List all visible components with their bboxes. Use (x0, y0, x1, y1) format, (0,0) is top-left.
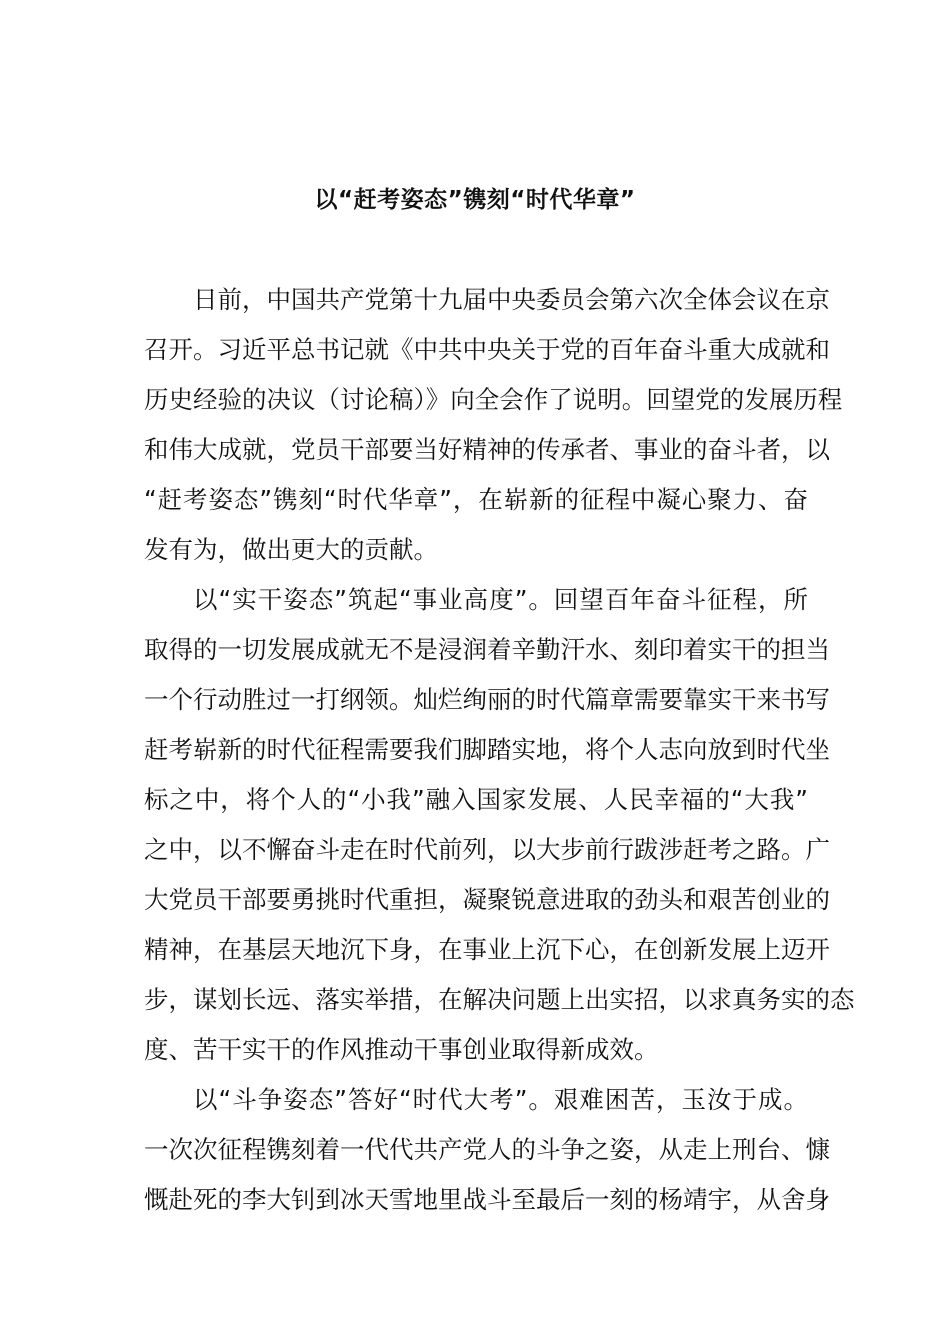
paragraph-1-line-2: 召开。习近平总书记就《中共中央关于党的百年奋斗重大成就和 (144, 335, 830, 364)
paragraph-2-line-5: 标之中，将个人的“小我”融入国家发展、人民幸福的“大我” (144, 785, 808, 814)
paragraph-1-line-4: 和伟大成就，党员干部要当好精神的传承者、事业的奋斗者，以 (144, 435, 830, 464)
paragraph-2-line-4: 赶考崭新的时代征程需要我们脚踏实地，将个人志向放到时代坐 (144, 735, 830, 764)
paragraph-3-line-3: 慨赴死的李大钊到冰天雪地里战斗至最后一刻的杨靖宇，从舍身 (144, 1185, 830, 1214)
paragraph-2-line-2: 取得的一切发展成就无不是浸润着辛勤汗水、刻印着实干的担当 (144, 635, 830, 664)
paragraph-1-line-5: “赶考姿态”镌刻“时代华章”，在崭新的征程中凝心聚力、奋 (144, 485, 808, 514)
paragraph-2-line-6: 之中，以不懈奋斗走在时代前列，以大步前行跋涉赶考之路。广 (144, 835, 830, 864)
paragraph-3-line-1: 以“斗争姿态”答好“时代大考”。艰难困苦，玉汝于成。 (193, 1085, 808, 1114)
paragraph-2-line-9: 步，谋划长远、落实举措，在解决问题上出实招，以求真务实的态 (144, 985, 855, 1014)
paragraph-1-line-1: 日前，中国共产党第十九届中央委员会第六次全体会议在京 (193, 285, 830, 314)
document-title: 以“赶考姿态”镌刻“时代华章” (314, 187, 636, 213)
paragraph-2-line-8: 精神，在基层天地沉下身，在事业上沉下心，在创新发展上迈开 (144, 935, 830, 964)
paragraph-2-line-10: 度、苦干实干的作风推动干事创业取得新成效。 (144, 1035, 659, 1064)
paragraph-2-line-7: 大党员干部要勇挑时代重担，凝聚锐意进取的劲头和艰苦创业的 (144, 885, 830, 914)
paragraph-1-line-3: 历史经验的决议（讨论稿）》向全会作了说明。回望党的发展历程 (144, 385, 843, 414)
paragraph-2-line-1: 以“实干姿态”筑起“事业高度”。回望百年奋斗征程，所 (193, 585, 808, 614)
paragraph-1-line-6: 发有为，做出更大的贡献。 (144, 535, 438, 564)
paragraph-3-line-2: 一次次征程镌刻着一代代共产党人的斗争之姿，从走上刑台、慷 (144, 1135, 830, 1164)
paragraph-2-line-3: 一个行动胜过一打纲领。灿烂绚丽的时代篇章需要靠实干来书写 (144, 685, 830, 714)
